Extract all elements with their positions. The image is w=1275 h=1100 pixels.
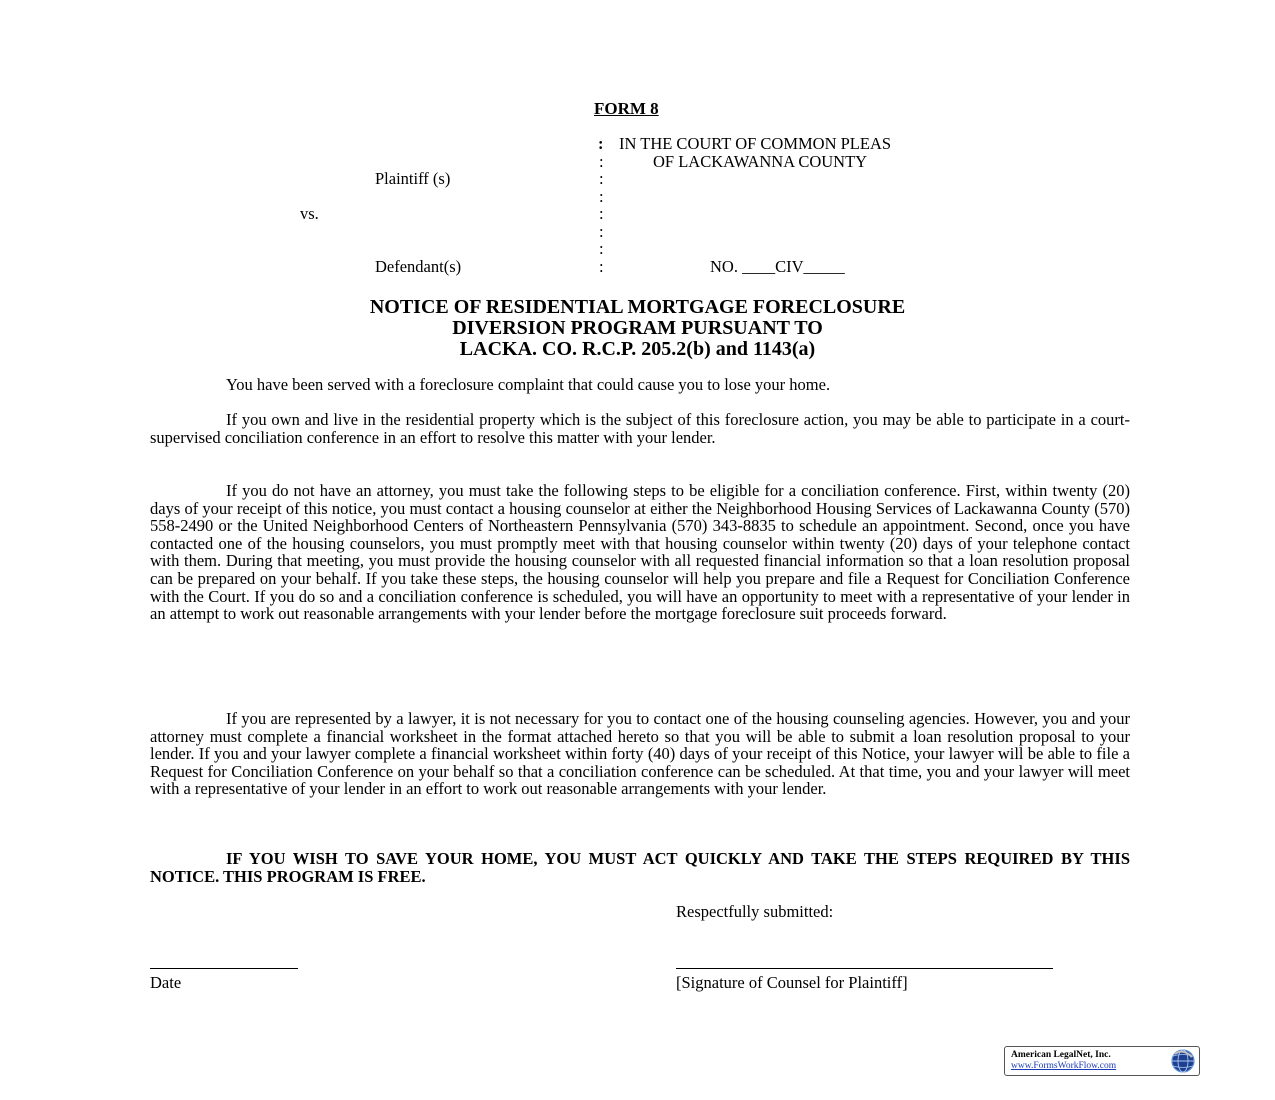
defendant-label: Defendant(s) [375,257,462,276]
form-label: FORM 8 [594,99,659,118]
caption-colon: : [599,204,604,223]
date-signature-line [150,968,298,969]
court-name-line1: IN THE COURT OF COMMON PLEAS [619,134,892,153]
caption-colon: : [599,152,604,171]
caption-colon: : [599,169,604,188]
caption-colon: : [599,187,604,206]
respectfully-submitted: Respectfully submitted: [676,902,834,921]
caption-colon: : [599,239,604,258]
paragraph-4: If you are represented by a lawyer, it is not necessary for you to contact one of the housing counseling agencies. However, you and your attorney must complete a financial worksheet in the format attached hereto so that you will be able to submit a loan resolution proposal to your lender. If you and your lawyer complete a financial worksheet within forty (40) days of your receipt of this Notice, your lawyer will be able to file a Request for Conciliation Conference on your behalf so that a conciliation conference can be scheduled. At that time, you and your lawyer will meet with a representative of your lender in an effort to work out reasonable arrangements with your lender. [150,709,1130,799]
paragraph-1: You have been served with a foreclosure complaint that could cause you to lose your home. [226,375,831,394]
plaintiff-label: Plaintiff (s) [375,169,451,188]
caption-colon: : [599,257,604,276]
notice-title-line3: LACKA. CO. R.C.P. 205.2(b) and 1143(a) [459,338,816,360]
logo-company-name: American LegalNet, Inc. [1011,1050,1111,1060]
court-name-line2: OF LACKAWANNA COUNTY [653,152,868,171]
caption-colon: : [599,222,604,241]
caption-colon: : [598,134,604,153]
globe-icon [1171,1049,1195,1073]
counsel-signature-line [676,968,1053,969]
american-legalnet-logo[interactable] [1004,1046,1200,1076]
versus-label: vs. [300,204,319,223]
notice-title-line1: NOTICE OF RESIDENTIAL MORTGAGE FORECLOSURE [369,296,906,318]
logo-website-link[interactable]: www.FormsWorkFlow.com [1011,1061,1117,1071]
date-label: Date [150,973,182,992]
warning-paragraph: IF YOU WISH TO SAVE YOUR HOME, YOU MUST ACT QUICKLY AND TAKE THE STEPS REQUIRED BY THIS NOTICE. THIS PROGRAM IS FREE. [150,849,1130,886]
paragraph-3: If you do not have an attorney, you must take the following steps to be eligible for a conciliation conference. First, within twenty (20) days of your receipt of this notice, you must contact a housing counselor at either the Neighborhood Housing Services of Lackawanna County (570) 558-2490 or the United Neighborhood Centers of Northeastern Pennsylvania (570) 343-8835 to schedule an appointment. Second, once you have contacted one of the housing counselors, you must promptly meet with that housing counselor within twenty (20) days of your telephone contact with them. During that meeting, you must provide the housing counselor with all requested financial information so that a loan resolution proposal can be prepared on your behalf. If you take these steps, the housing counselor will help you prepare and file a Request for Conciliation Conference with the Court. If you do so and a conciliation conference is scheduled, you will have an opportunity to meet with a representative of your lender in an attempt to work out reasonable arrangements with your lender before the mortgage foreclosure suit proceeds forward. [150,481,1130,624]
case-number: NO. ____CIV_____ [710,257,845,276]
counsel-signature-label: [Signature of Counsel for Plaintiff] [676,973,908,992]
notice-title-line2: DIVERSION PROGRAM PURSUANT TO [452,317,823,339]
paragraph-2: If you own and live in the residential property which is the subject of this foreclosure action, you may be able to participate in a court-supervised conciliation conference in an effort to resolve this matter with your lender. [150,410,1130,447]
